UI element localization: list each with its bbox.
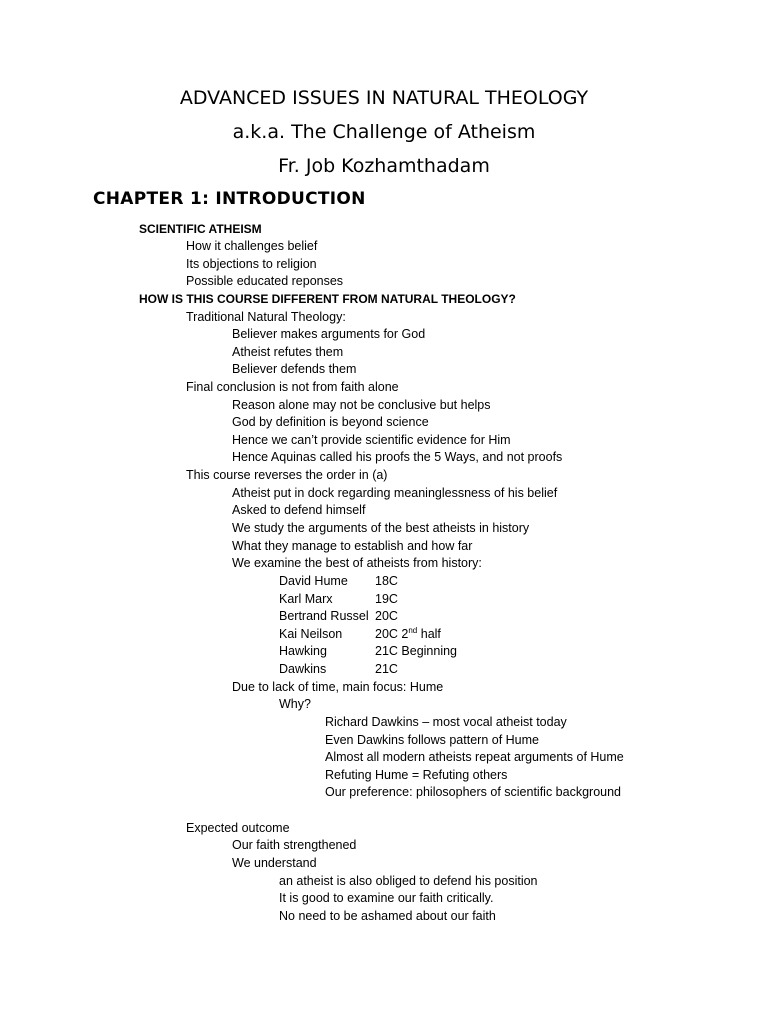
atheist-era: 18C xyxy=(375,574,398,588)
list-text: Believer defends them xyxy=(232,362,357,376)
list-text: Hence Aquinas called his proofs the 5 Ways, and not proofs xyxy=(232,450,563,464)
atheist-name: Kai Neilson xyxy=(279,627,343,641)
list-text: We study the arguments of the best atheists in history xyxy=(232,521,530,535)
list-text: Almost all modern atheists repeat arguments of Hume xyxy=(325,750,624,764)
atheist-era xyxy=(375,626,441,643)
list-text: Believer makes arguments for God xyxy=(232,327,426,341)
list-text: Asked to defend himself xyxy=(232,503,366,517)
document-subtitle: a.k.a. The Challenge of Atheism xyxy=(232,121,536,143)
list-text: Why? xyxy=(279,697,311,711)
list-text: Atheist put in dock regarding meaninglessness of his belief xyxy=(232,486,558,500)
list-text: Its objections to religion xyxy=(186,257,317,271)
atheist-name: Bertrand Russel xyxy=(279,609,369,623)
list-text: Richard Dawkins – most vocal atheist today xyxy=(325,715,567,729)
document-author: Fr. Job Kozhamthadam xyxy=(278,155,490,177)
list-text: Refuting Hume = Refuting others xyxy=(325,768,508,782)
list-text: SCIENTIFIC ATHEISM xyxy=(139,222,262,236)
list-text: Due to lack of time, main focus: Hume xyxy=(232,680,444,694)
list-text: We understand xyxy=(232,856,317,870)
era-text: 20C 2 xyxy=(375,627,409,641)
atheist-era: 19C xyxy=(375,592,398,606)
list-text: We examine the best of atheists from history: xyxy=(232,556,482,570)
list-text: Traditional Natural Theology: xyxy=(186,310,346,324)
atheist-name: Karl Marx xyxy=(279,592,333,606)
era-suffix: half xyxy=(417,627,441,641)
list-text: Reason alone may not be conclusive but helps xyxy=(232,398,491,412)
list-text: Hence we can’t provide scientific evidence for Him xyxy=(232,433,511,447)
list-text: Our faith strengthened xyxy=(232,838,357,852)
atheist-name: Hawking xyxy=(279,644,327,658)
list-text: Even Dawkins follows pattern of Hume xyxy=(325,733,539,747)
list-text: Our preference: philosophers of scientific background xyxy=(325,785,621,799)
chapter-heading: CHAPTER 1: INTRODUCTION xyxy=(93,189,366,209)
list-text: What they manage to establish and how far xyxy=(232,539,473,553)
atheist-era: 21C xyxy=(375,662,398,676)
document-title: ADVANCED ISSUES IN NATURAL THEOLOGY xyxy=(179,87,589,109)
list-text: Expected outcome xyxy=(186,821,290,835)
list-text: No need to be ashamed about our faith xyxy=(279,909,496,923)
list-text: Possible educated reponses xyxy=(186,274,344,288)
list-text: an atheist is also obliged to defend his position xyxy=(279,874,538,888)
list-text: God by definition is beyond science xyxy=(232,415,429,429)
atheist-era: 20C xyxy=(375,609,398,623)
list-text: It is good to examine our faith critically. xyxy=(279,891,494,905)
era-superscript: nd xyxy=(408,625,418,635)
atheist-name: Dawkins xyxy=(279,662,327,676)
list-text: How it challenges belief xyxy=(186,239,318,253)
list-text: Final conclusion is not from faith alone xyxy=(186,380,399,394)
list-text: This course reverses the order in (a) xyxy=(186,468,388,482)
list-text: HOW IS THIS COURSE DIFFERENT FROM NATURAL THEOLOGY? xyxy=(139,292,516,306)
atheist-name: David Hume xyxy=(279,574,348,588)
atheist-era: 21C Beginning xyxy=(375,644,458,658)
list-text: Atheist refutes them xyxy=(232,345,344,359)
